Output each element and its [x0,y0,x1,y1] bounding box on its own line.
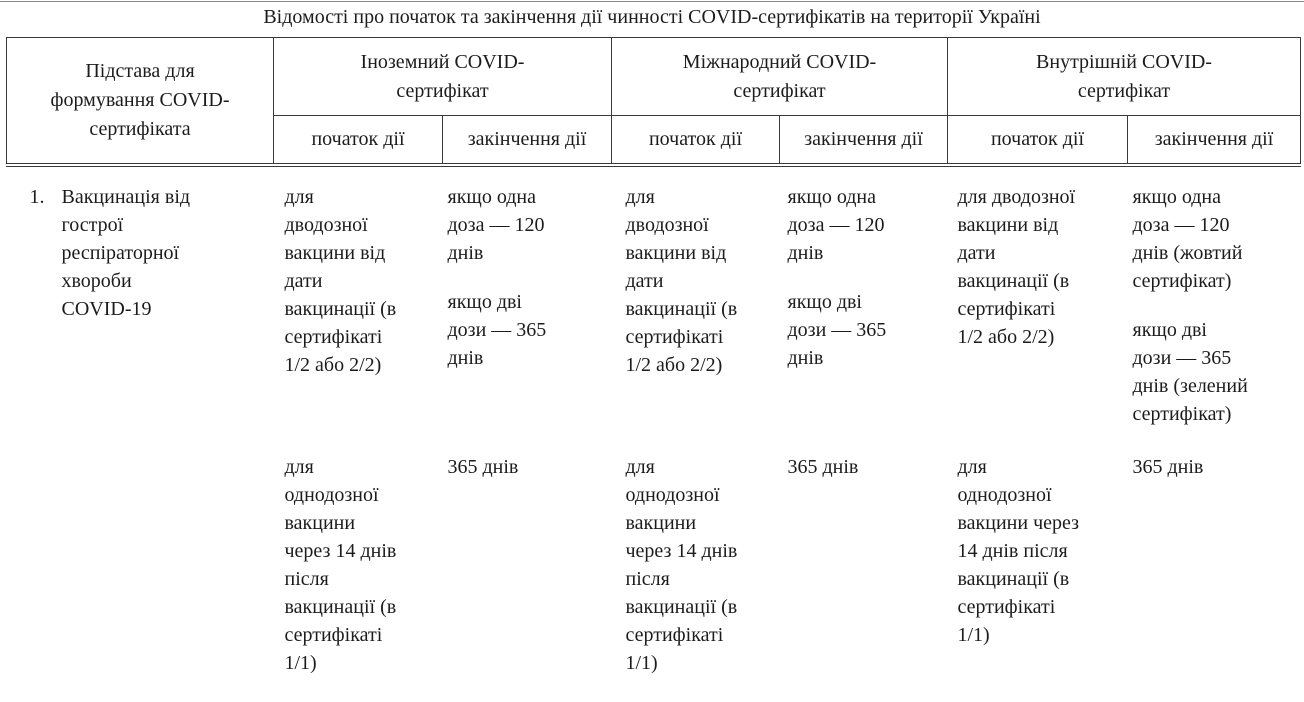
header-section-international [612,38,948,116]
cell-internal-end-p1 [1128,165,1301,437]
subheader-international-start: початок дії [612,116,780,165]
header-section-foreign-text: Іноземний COVID- сертифікат [360,50,525,102]
header-row-sections [7,38,1301,116]
paragraph: для дводозної вакцини від дати вакцинації (в сертифікаті 1/2 або 2/2) [625,185,738,376]
header-section-foreign [274,38,612,116]
subheader-foreign-start: початок дії [274,116,443,165]
cell-international-start-p2 [612,437,780,699]
header-section-internal [948,38,1301,116]
header-section-international-text: Міжнародний COVID- сертифікат [682,50,877,102]
cell-basis [7,165,274,437]
table-row-part1 [7,165,1301,437]
cell-internal-start-p2 [948,437,1128,699]
covid-cert-validity-table [6,37,1301,699]
cell-internal-end-p2 [1128,437,1301,699]
table-header [7,38,1301,165]
paragraph: якщо одна доза — 120 днів [787,185,885,264]
header-section-internal-text: Внутрішній COVID- сертифікат [1036,50,1212,102]
paragraph: 365 днів [447,455,519,478]
paragraph: якщо одна доза — 120 днів (жовтий сертифікат) [1132,185,1243,292]
paragraph: для дводозної вакцини від дати вакцинації (в сертифікаті 1/2 або 2/2) [284,185,397,376]
subheader-internal-end: закінчення дії [1128,116,1301,165]
paragraph: якщо дві дози — 365 днів [447,290,547,369]
document-title: Відомості про початок та закінчення дії чинності COVID-сертифікатів на території Україні [263,6,1041,28]
paragraph: якщо дві дози — 365 днів [787,290,887,369]
header-basis-text: Підстава для формування COVID- сертифіката [50,59,230,140]
paragraph: для однодозної вакцини через 14 днів після вакцинації (в сертифікаті 1/1) [284,455,397,674]
cell-international-end-p2 [780,437,948,699]
cell-international-start-p1 [612,165,780,437]
cell-foreign-start-p1 [274,165,443,437]
paragraph: для однодозної вакцини через 14 днів після вакцинації (в сертифікаті 1/1) [625,455,738,674]
subheader-internal-start: початок дії [948,116,1128,165]
paragraph: якщо одна доза — 120 днів [447,185,545,264]
basis-wrap [30,183,274,323]
row-number: 1. [29,185,45,208]
paragraph: 365 днів [787,455,859,478]
paragraph: для дводозної вакцини від дати вакцинації (в сертифікаті 1/2 або 2/2) [957,185,1076,348]
cell-international-end-p1 [780,165,948,437]
top-rule-divider [0,1,1304,2]
table-body [7,165,1301,699]
subheader-foreign-end: закінчення дії [443,116,612,165]
paragraph: 365 днів [1132,455,1204,478]
cell-foreign-start-p2 [274,437,443,699]
basis-text: Вакцинація від гострої респіраторної хвороби COVID-19 [61,185,191,320]
paragraph: для однодозної вакцини через 14 днів після вакцинації (в сертифікаті 1/1) [957,455,1080,646]
subheader-international-end: закінчення дії [780,116,948,165]
header-basis-column [7,38,274,165]
cell-foreign-end-p1 [443,165,612,437]
cell-basis-spacer [7,437,274,699]
paragraph: якщо дві дози — 365 днів (зелений сертифікат) [1132,318,1248,425]
cell-internal-start-p1 [948,165,1128,437]
cell-foreign-end-p2 [443,437,612,699]
table-row-part2 [7,437,1301,699]
